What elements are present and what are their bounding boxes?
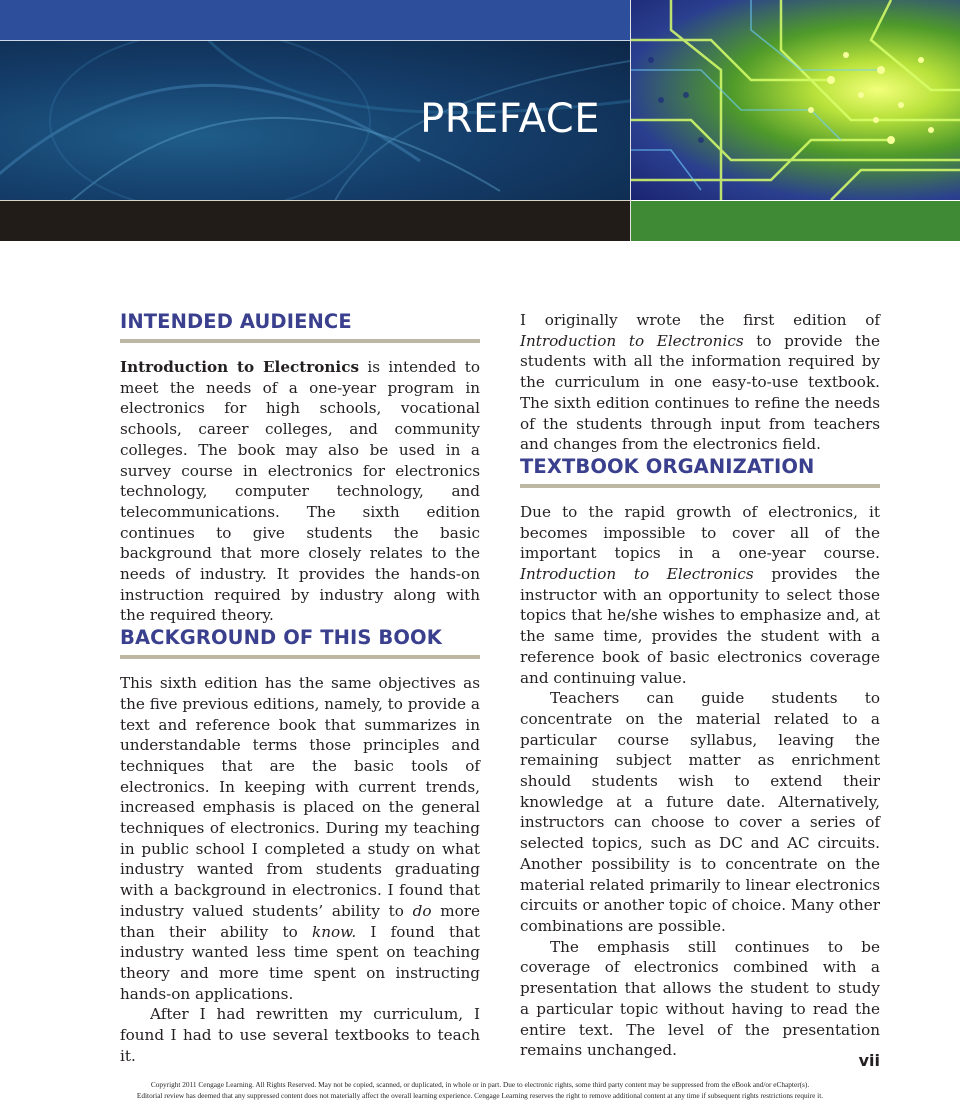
banner-green-block <box>631 201 960 241</box>
copyright-line-1: Copyright 2011 Cengage Learning. All Rights Reserved. May not be copied, scanned, or duplicated, in whole or in part. Due to electronic rights, some third party content may be suppressed from the eBook and/or eChapter(s). <box>150 1080 810 1089</box>
organization-text-b: provides the instructor with an opportunity to select those topics that he/she wishes to emphasize and, at the same time, provides the student with a reference book of basic electronics coverage and continuing value. <box>520 565 880 687</box>
banner-divider-vertical <box>630 0 631 241</box>
page-number: vii <box>858 1051 880 1070</box>
banner-bottom-band <box>0 201 630 241</box>
chapter-banner <box>0 0 960 241</box>
emphasis-know: know. <box>312 922 357 941</box>
page-title: PREFACE <box>420 96 600 142</box>
section-heading-textbook-organization: TEXTBOOK ORGANIZATION <box>520 455 880 488</box>
circuit-board-image <box>631 0 960 200</box>
background-text-b: more than their ability to <box>120 901 480 941</box>
background-paragraph-2: After I had rewritten my curriculum, I found I had to use several textbooks to teach it. <box>120 1005 480 1065</box>
organization-paragraph-2: Teachers can guide students to concentrate on the material related to a particular course syllabus, leaving the remaining subject matter as enrichment should students wish to extend their knowledge at a future date. Alternatively, instructors can choose to cover a series of selected topics, such as DC and AC circuits. Another possibility is to concentrate on the material related primarily to linear electronics circuits or another topic of choice. Many other combinations are possible. <box>520 689 880 935</box>
intro-text-a: I originally wrote the first edition of <box>520 311 880 329</box>
background-text-c: I found that industry wanted less time spent on teaching theory and more time spent on instructing hands-on applications. <box>120 922 480 1003</box>
intended-audience-text: is intended to meet the needs of a one-year program in electronics for high schools, vocational schools, career colleges, and community colleges. The book may also be used in a survey course in electronics for electronics technology, computer technology, and telecommunications. The sixth edition continues to give students the basic background that more closely relates to the needs of industry. It provides the hands-on instruction required by industry along with the required theory. <box>120 358 480 625</box>
circuit-board-art <box>631 0 960 200</box>
intro-paragraph <box>520 310 880 455</box>
background-paragraph-1 <box>120 673 480 1004</box>
intro-text-b: to provide the students with all the information required by the curriculum in one easy-to-use textbook. The sixth edition continues to refine the needs of the students through input from teachers and changes from the electronics field. <box>520 331 880 454</box>
banner-top-band <box>0 0 630 40</box>
copyright-notice <box>0 1080 960 1101</box>
background-text-a: This sixth edition has the same objectives as the five previous editions, namely, to provide a text and reference book that summarizes in understandable terms those principles and techniques that are the basic tools of electronics. In keeping with current trends, increased emphasis is placed on the general techniques of electronics. During my teaching in public school I completed a study on what industry wanted from students graduating with a background in electronics. I found that industry valued students’ ability to <box>120 674 480 920</box>
emphasis-do: do <box>412 901 432 920</box>
book-title-bold: Introduction to Electronics <box>120 358 359 376</box>
section-heading-intended-audience: INTENDED AUDIENCE <box>120 310 480 343</box>
organization-book-title: Introduction to Electronics <box>520 565 754 584</box>
intro-book-title: Introduction to Electronics <box>520 331 744 350</box>
section-heading-background: BACKGROUND OF THIS BOOK <box>120 626 480 659</box>
left-column <box>120 310 480 1067</box>
right-column <box>520 310 880 1061</box>
organization-paragraph-1 <box>520 502 880 688</box>
banner-divider-bottom <box>0 200 630 201</box>
copyright-line-2: Editorial review has deemed that any suppressed content does not materially affect the overall learning experience. Cengage Learning reserves the right to remove additional content at any time if subsequent rights restrictions require it. <box>136 1090 824 1100</box>
organization-paragraph-3: The emphasis still continues to be coverage of electronics combined with a presentation that allows the student to study a particular topic without having to read the entire text. The level of the presentation remains unchanged. <box>520 937 880 1060</box>
organization-text-a: Due to the rapid growth of electronics, it becomes impossible to cover all of the important topics in a one-year course. <box>520 502 880 563</box>
intended-audience-paragraph <box>120 357 480 626</box>
